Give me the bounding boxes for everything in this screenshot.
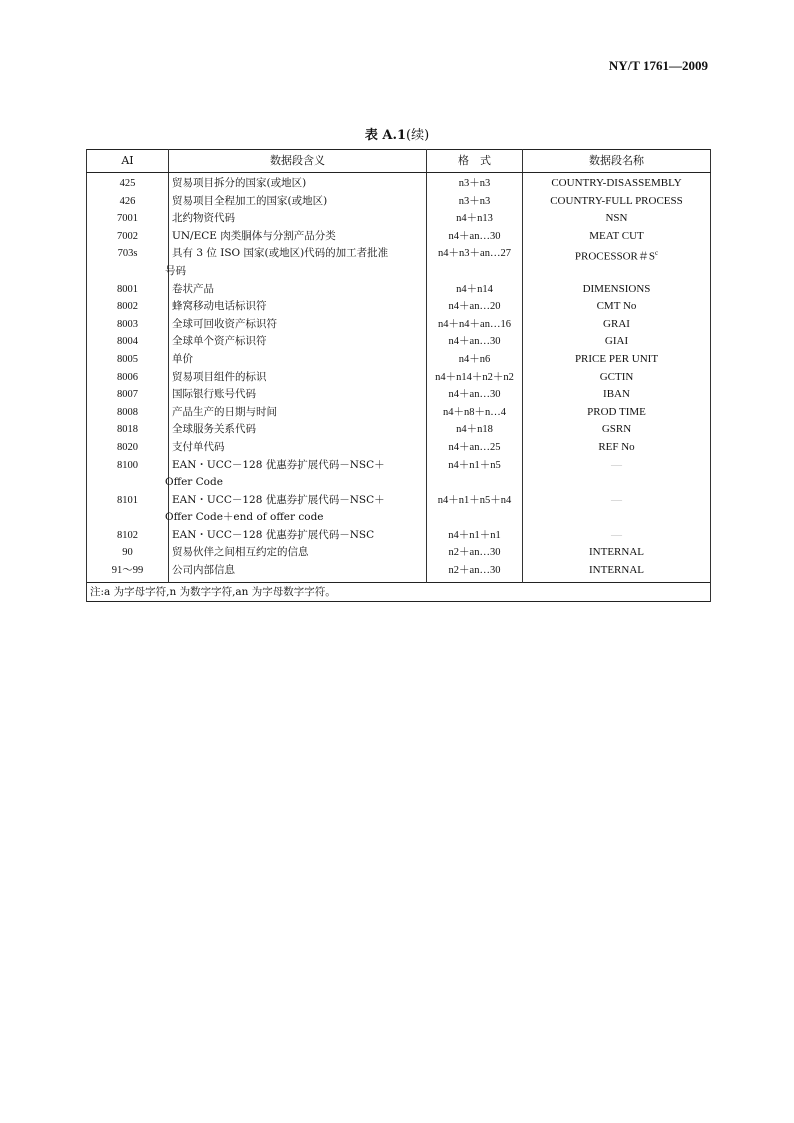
cell-name <box>523 281 711 299</box>
cell-ai: 703s <box>87 245 169 280</box>
cell-name <box>523 404 711 422</box>
table-row <box>87 228 711 246</box>
table-row <box>87 210 711 228</box>
cell-format: n4＋n8＋n…4 <box>427 404 523 422</box>
table-row <box>87 173 711 193</box>
cell-meaning-line: 贸易项目全程加工的国家(或地区) <box>172 194 328 207</box>
table-row <box>87 562 711 582</box>
cell-ai: 8001 <box>87 281 169 299</box>
cell-meaning <box>169 351 427 369</box>
cell-name <box>523 228 711 246</box>
cell-meaning-line: 贸易项目组件的标识 <box>172 370 267 383</box>
cell-meaning <box>169 386 427 404</box>
cell-name <box>523 333 711 351</box>
cell-meaning-line: 国际银行账号代码 <box>172 388 256 401</box>
table-row <box>87 404 711 422</box>
table-row <box>87 333 711 351</box>
cell-name-text: DIMENSIONS <box>582 282 651 295</box>
cell-name-text: NSN <box>605 212 628 225</box>
cell-ai: 8100 <box>87 457 169 492</box>
table-row <box>87 386 711 404</box>
table-row <box>87 298 711 316</box>
cell-ai: 8101 <box>87 492 169 527</box>
table-header-row <box>87 150 711 173</box>
cell-meaning-line: UN/ECE 肉类胴体与分割产品分类 <box>172 229 336 242</box>
table-body <box>87 173 711 583</box>
column-header-meaning: 数据段含义 <box>169 150 427 173</box>
dash-placeholder: — <box>611 528 622 541</box>
cell-ai: 8002 <box>87 298 169 316</box>
cell-ai: 8003 <box>87 316 169 334</box>
cell-format: n4＋n1＋n5 <box>427 457 523 492</box>
cell-meaning <box>169 439 427 457</box>
cell-ai: 8004 <box>87 333 169 351</box>
cell-name-text: MEAT CUT <box>589 229 644 242</box>
cell-ai: 7001 <box>87 210 169 228</box>
cell-name-text: GIAI <box>604 335 629 348</box>
cell-format: n4＋n18 <box>427 421 523 439</box>
cell-format: n4＋an…30 <box>427 228 523 246</box>
table-note: 注:a 为字母字符,n 为数字字符,an 为字母数字字符。 <box>87 582 711 601</box>
cell-name <box>523 316 711 334</box>
cell-name <box>523 544 711 562</box>
table-title-main: 表 A.1 <box>364 128 407 143</box>
cell-name <box>523 245 711 280</box>
cell-format: n4＋n1＋n1 <box>427 527 523 545</box>
table-row <box>87 369 711 387</box>
cell-meaning <box>169 173 427 193</box>
cell-meaning-line: 北约物资代码 <box>172 212 235 225</box>
cell-meaning-line: 贸易伙伴之间相互约定的信息 <box>172 546 309 559</box>
standard-code: NY/T 1761—2009 <box>608 58 708 73</box>
table-row <box>87 421 711 439</box>
cell-format: n4＋an…30 <box>427 386 523 404</box>
cell-format: n4＋an…20 <box>427 298 523 316</box>
cell-format: n4＋an…25 <box>427 439 523 457</box>
cell-name-text: GCTIN <box>599 370 634 383</box>
cell-meaning-line: 贸易项目拆分的国家(或地区) <box>172 177 307 189</box>
cell-name-text: PROD TIME <box>587 405 646 418</box>
cell-ai: 7002 <box>87 228 169 246</box>
cell-ai: 91～99 <box>87 562 169 582</box>
cell-ai: 8020 <box>87 439 169 457</box>
cell-format: n4＋n3＋an…27 <box>427 245 523 280</box>
cell-meaning-line: 全球单个资产标识符 <box>172 335 267 348</box>
cell-name-text: GRAI <box>603 317 630 330</box>
cell-format: n4＋n1＋n5＋n4 <box>427 492 523 527</box>
table-title <box>0 124 794 143</box>
cell-name-text: COUNTRY-DISASSEMBLY <box>551 177 682 189</box>
cell-ai: 426 <box>87 193 169 211</box>
cell-meaning <box>169 193 427 211</box>
table-row <box>87 492 711 527</box>
data-segment-table <box>86 149 711 602</box>
cell-name <box>523 527 711 545</box>
cell-ai: 8018 <box>87 421 169 439</box>
table-note-row <box>87 582 711 601</box>
cell-ai: 8005 <box>87 351 169 369</box>
table-row <box>87 527 711 545</box>
cell-format: n3＋n3 <box>427 173 523 193</box>
cell-name <box>523 386 711 404</box>
cell-name-text: REF No <box>598 440 635 453</box>
cell-meaning <box>169 281 427 299</box>
cell-format: n2＋an…30 <box>427 544 523 562</box>
cell-format: n4＋n6 <box>427 351 523 369</box>
cell-ai: 8007 <box>87 386 169 404</box>
table-row <box>87 245 711 280</box>
cell-meaning-continuation: Offer Code <box>165 476 223 489</box>
cell-meaning-continuation: 号码 <box>165 264 186 277</box>
cell-meaning-line: 公司内部信息 <box>172 564 235 577</box>
table-row <box>87 193 711 211</box>
cell-name-text: CMT No <box>596 300 637 313</box>
cell-meaning-line: 支付单代码 <box>172 440 225 453</box>
cell-ai: 90 <box>87 544 169 562</box>
table-row <box>87 281 711 299</box>
cell-meaning <box>165 245 427 280</box>
cell-meaning-line: 卷状产品 <box>172 282 214 295</box>
cell-meaning-line: 单价 <box>172 352 193 365</box>
cell-meaning <box>169 228 427 246</box>
cell-name <box>523 210 711 228</box>
cell-meaning <box>169 333 427 351</box>
cell-meaning <box>169 298 427 316</box>
cell-name-text: GSRN <box>601 423 632 436</box>
dash-placeholder: — <box>611 493 622 506</box>
cell-name <box>523 369 711 387</box>
cell-meaning <box>169 369 427 387</box>
cell-meaning <box>169 421 427 439</box>
cell-meaning-line: 全球可回收资产标识符 <box>172 317 277 330</box>
cell-meaning-line: EAN・UCC－128 优惠券扩展代码－NSC＋ <box>172 493 385 506</box>
cell-name <box>523 457 711 492</box>
cell-ai: 8008 <box>87 404 169 422</box>
cell-meaning <box>169 527 427 545</box>
cell-name-text: IBAN <box>603 388 630 401</box>
cell-meaning <box>169 210 427 228</box>
cell-name-text: INTERNAL <box>589 564 644 577</box>
cell-name-text: INTERNAL <box>589 546 644 559</box>
cell-ai: 8006 <box>87 369 169 387</box>
footnote-superscript: c <box>654 249 659 258</box>
cell-name <box>523 351 711 369</box>
column-header-name: 数据段名称 <box>523 150 711 173</box>
cell-meaning-line: EAN・UCC－128 优惠券扩展代码－NSC <box>172 528 375 541</box>
table-row <box>87 439 711 457</box>
cell-meaning <box>169 316 427 334</box>
cell-name-text: COUNTRY-FULL PROCESS <box>550 194 683 207</box>
table-row <box>87 351 711 369</box>
cell-meaning-line: 全球服务关系代码 <box>172 423 256 436</box>
cell-format: n4＋n14＋n2＋n2 <box>427 369 523 387</box>
cell-format: n4＋an…30 <box>427 333 523 351</box>
cell-name <box>523 421 711 439</box>
cell-name <box>523 562 711 582</box>
cell-name <box>523 173 711 193</box>
cell-meaning <box>165 492 427 527</box>
cell-name-text: PRICE PER UNIT <box>574 352 659 365</box>
cell-meaning-line: 具有 3 位 ISO 国家(或地区)代码的加工者批准 <box>172 247 389 260</box>
cell-name <box>523 492 711 527</box>
table-row <box>87 316 711 334</box>
cell-format: n4＋n4＋an…16 <box>427 316 523 334</box>
cell-name <box>523 193 711 211</box>
cell-meaning <box>169 404 427 422</box>
cell-name <box>523 439 711 457</box>
cell-format: n2＋an…30 <box>427 562 523 582</box>
cell-meaning <box>165 457 427 492</box>
cell-name <box>523 298 711 316</box>
cell-format: n4＋n13 <box>427 210 523 228</box>
cell-meaning-line: 蜂窝移动电话标识符 <box>172 300 267 313</box>
cell-format: n3＋n3 <box>427 193 523 211</box>
cell-ai: 425 <box>87 173 169 193</box>
dash-placeholder: — <box>611 458 622 471</box>
table-row <box>87 457 711 492</box>
cell-meaning <box>169 562 427 582</box>
cell-ai: 8102 <box>87 527 169 545</box>
table-title-continued: (续) <box>406 128 430 143</box>
cell-meaning-continuation: Offer Code＋end of offer code <box>165 511 324 524</box>
column-header-ai: AI <box>87 150 169 173</box>
cell-meaning-line: 产品生产的日期与时间 <box>172 405 277 418</box>
table-row <box>87 544 711 562</box>
cell-meaning <box>169 544 427 562</box>
cell-meaning-line: EAN・UCC－128 优惠券扩展代码－NSC＋ <box>172 458 385 471</box>
cell-format: n4＋n14 <box>427 281 523 299</box>
column-header-format: 格 式 <box>427 150 523 173</box>
cell-name-text: PROCESSOR＃S <box>574 251 655 264</box>
